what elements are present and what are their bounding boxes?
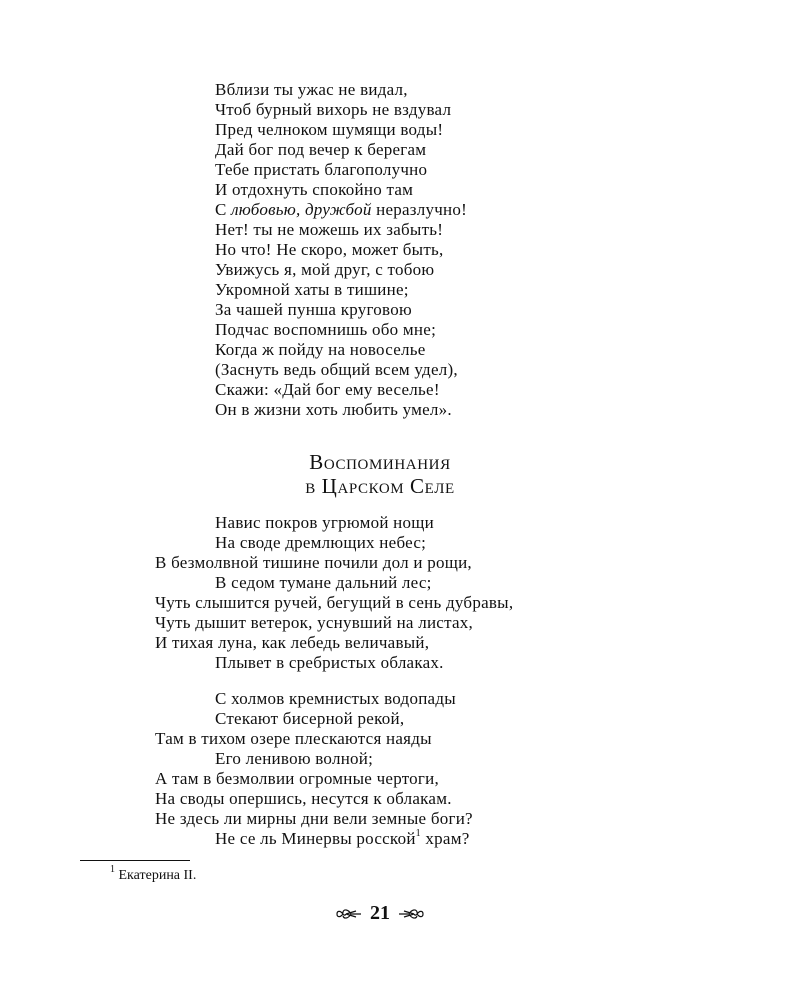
verse-line: Чуть слышится ручей, бегущий в сень дубравы,	[155, 593, 514, 612]
verse-line: Пред челноком шумящи воды!	[215, 120, 444, 139]
footnote-rule	[80, 860, 190, 861]
verse-line: Нет! ты не можешь их забыть!	[215, 220, 444, 239]
verse-line: (Заснуть ведь общий всем удел),	[215, 360, 458, 379]
verse-line: Чуть дышит ветерок, уснувший на листах,	[155, 613, 474, 632]
page-number: 21	[370, 902, 390, 924]
verse-line: И отдохнуть спокойно там	[215, 180, 414, 199]
verse-line: Подчас воспомнишь обо мне;	[215, 320, 437, 339]
ornament-right-icon	[398, 907, 424, 921]
verse-line: В седом тумане дальний лес;	[215, 573, 432, 592]
footnote-text: Екатерина II.	[118, 868, 197, 883]
verse-line: Его ленивою волной;	[215, 749, 374, 768]
verse-line: Плывет в сребристых облаках.	[215, 653, 444, 672]
verse-line-with-footnote: Не се ль Минервы росской$^1$ храм?	[215, 828, 470, 848]
verse-line: А там в безмолвии огромные чертоги,	[155, 769, 440, 788]
italic-phrase: любовью, дружбой	[231, 200, 372, 219]
verse-line: Не здесь ли мирны дни вели земные боги?	[155, 809, 473, 828]
verse-line: Когда ж пойду на новоселье	[215, 340, 426, 359]
verse-line: Навис покров угрюмой нощи	[215, 513, 434, 532]
verse-line: Скажи: «Дай бог ему веселье!	[215, 380, 440, 399]
verse-line: И тихая луна, как лебедь величавый,	[155, 633, 430, 652]
footnote	[110, 864, 197, 885]
poem-title-line-2: в Царском Селе	[305, 474, 455, 498]
verse-line: Увижусь я, мой друг, с тобою	[215, 260, 435, 279]
verse-line: За чашей пунша круговою	[215, 300, 412, 319]
verse-line: Чтоб бурный вихорь не вздувал	[215, 100, 452, 119]
footnote-ref: 1	[415, 828, 421, 840]
verse-line: В безмолвной тишине почили дол и рощи,	[155, 553, 472, 572]
poem-title-line-1: Воспоминания	[309, 450, 451, 474]
verse-line: Он в жизни хоть любить умел».	[215, 400, 452, 419]
verse-line: Там в тихом озере плескаются наяды	[155, 729, 432, 748]
verse-line: Но что! Не скоро, может быть,	[215, 240, 444, 259]
verse-line: Укромной хаты в тишине;	[215, 280, 409, 299]
ornament-left-icon	[336, 907, 362, 921]
verse-line: Тебе пристать благополучно	[215, 160, 428, 179]
verse-line: Дай бог под вечер к берегам	[215, 140, 427, 159]
verse-line: Вблизи ты ужас не видал,	[215, 80, 408, 99]
verse-line: На своде дремлющих небес;	[215, 533, 427, 552]
page-number-block	[0, 902, 760, 925]
footnote-marker: 1	[110, 864, 115, 876]
verse-line-italic: С любовью, дружбой неразлучно!	[215, 200, 468, 219]
verse-line: С холмов кремнистых водопады	[215, 689, 456, 708]
verse-line: Стекают бисерной рекой,	[215, 709, 405, 728]
verse-line: На своды опершись, несутся к облакам.	[155, 789, 452, 808]
